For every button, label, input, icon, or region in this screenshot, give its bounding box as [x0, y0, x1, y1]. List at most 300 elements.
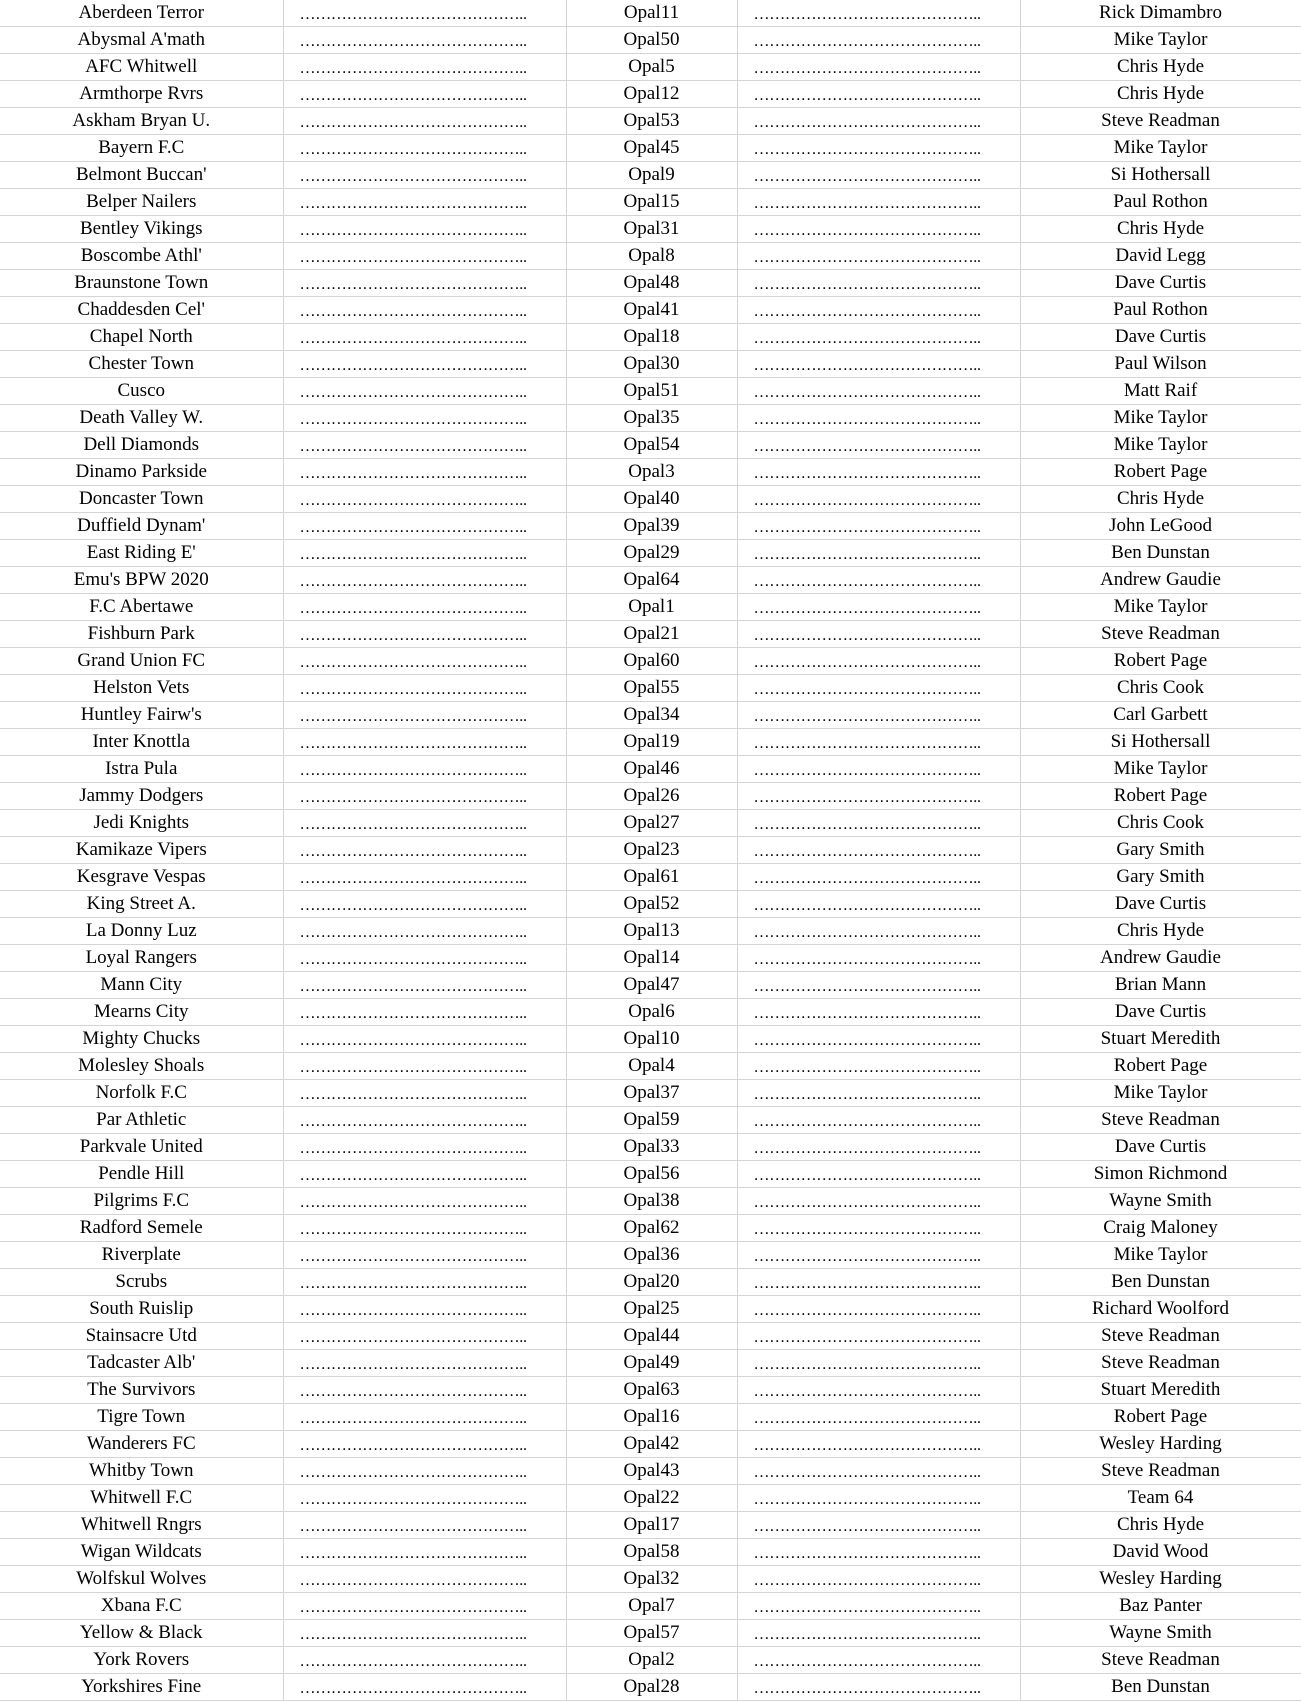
dotted-leader-cell: ……………………………………..	[283, 54, 566, 81]
manager-name-cell: Andrew Gaudie	[1020, 945, 1301, 972]
dotted-leader-cell: ……………………………………..	[737, 1161, 1020, 1188]
entry-code-cell: Opal2	[566, 1647, 737, 1674]
dotted-leader-cell: ……………………………………..	[283, 1323, 566, 1350]
entry-code-cell: Opal47	[566, 972, 737, 999]
dotted-leader-cell: ……………………………………..	[283, 459, 566, 486]
dotted-leader-cell: ……………………………………..	[737, 1080, 1020, 1107]
manager-name-cell: Steve Readman	[1020, 1647, 1301, 1674]
table-row	[0, 189, 1301, 216]
team-name-cell: The Survivors	[0, 1377, 283, 1404]
dotted-leader-cell: ……………………………………..	[283, 135, 566, 162]
manager-name-cell: Chris Hyde	[1020, 216, 1301, 243]
dotted-leader-cell: ……………………………………..	[737, 486, 1020, 513]
table-row	[0, 162, 1301, 189]
table-row	[0, 972, 1301, 999]
table-row	[0, 1296, 1301, 1323]
team-name-cell: Xbana F.C	[0, 1593, 283, 1620]
dotted-leader-cell: ……………………………………..	[737, 27, 1020, 54]
manager-name-cell: Chris Cook	[1020, 675, 1301, 702]
entry-code-cell: Opal11	[566, 0, 737, 27]
dotted-leader-cell: ……………………………………..	[737, 135, 1020, 162]
manager-name-cell: Chris Hyde	[1020, 486, 1301, 513]
team-name-cell: Pilgrims F.C	[0, 1188, 283, 1215]
team-name-cell: Norfolk F.C	[0, 1080, 283, 1107]
dotted-leader-cell: ……………………………………..	[737, 648, 1020, 675]
dotted-leader-cell: ……………………………………..	[283, 810, 566, 837]
manager-name-cell: Dave Curtis	[1020, 891, 1301, 918]
dotted-leader-cell: ……………………………………..	[737, 1053, 1020, 1080]
manager-name-cell: Mike Taylor	[1020, 432, 1301, 459]
manager-name-cell: Stuart Meredith	[1020, 1377, 1301, 1404]
dotted-leader-cell: ……………………………………..	[283, 891, 566, 918]
table-row	[0, 945, 1301, 972]
entry-code-cell: Opal60	[566, 648, 737, 675]
team-name-cell: Tigre Town	[0, 1404, 283, 1431]
team-name-cell: Parkvale United	[0, 1134, 283, 1161]
entry-code-cell: Opal51	[566, 378, 737, 405]
dotted-leader-cell: ……………………………………..	[283, 351, 566, 378]
table-row	[0, 1566, 1301, 1593]
table-row	[0, 756, 1301, 783]
table-row	[0, 1539, 1301, 1566]
team-name-cell: Doncaster Town	[0, 486, 283, 513]
dotted-leader-cell: ……………………………………..	[737, 270, 1020, 297]
manager-name-cell: Wayne Smith	[1020, 1620, 1301, 1647]
team-name-cell: Wigan Wildcats	[0, 1539, 283, 1566]
table-row	[0, 918, 1301, 945]
dotted-leader-cell: ……………………………………..	[737, 891, 1020, 918]
table-row	[0, 864, 1301, 891]
dotted-leader-cell: ……………………………………..	[737, 540, 1020, 567]
manager-name-cell: Chris Hyde	[1020, 918, 1301, 945]
table-row	[0, 729, 1301, 756]
dotted-leader-cell: ……………………………………..	[737, 1296, 1020, 1323]
table-row	[0, 1593, 1301, 1620]
dotted-leader-cell: ……………………………………..	[283, 1377, 566, 1404]
entry-code-cell: Opal61	[566, 864, 737, 891]
team-name-cell: Chaddesden Cel'	[0, 297, 283, 324]
table-row	[0, 621, 1301, 648]
entry-code-cell: Opal17	[566, 1512, 737, 1539]
dotted-leader-cell: ……………………………………..	[737, 1431, 1020, 1458]
manager-name-cell: Robert Page	[1020, 1053, 1301, 1080]
table-row	[0, 243, 1301, 270]
dotted-leader-cell: ……………………………………..	[737, 864, 1020, 891]
table-row	[0, 1188, 1301, 1215]
dotted-leader-cell: ……………………………………..	[737, 1026, 1020, 1053]
entry-code-cell: Opal27	[566, 810, 737, 837]
entry-code-cell: Opal44	[566, 1323, 737, 1350]
team-name-cell: La Donny Luz	[0, 918, 283, 945]
dotted-leader-cell: ……………………………………..	[737, 1323, 1020, 1350]
table-row	[0, 405, 1301, 432]
table-row	[0, 324, 1301, 351]
dotted-leader-cell: ……………………………………..	[283, 1296, 566, 1323]
dotted-leader-cell: ……………………………………..	[283, 162, 566, 189]
manager-name-cell: Mike Taylor	[1020, 27, 1301, 54]
dotted-leader-cell: ……………………………………..	[737, 297, 1020, 324]
manager-name-cell: Chris Hyde	[1020, 81, 1301, 108]
entry-code-cell: Opal42	[566, 1431, 737, 1458]
dotted-leader-cell: ……………………………………..	[283, 540, 566, 567]
table-row	[0, 1080, 1301, 1107]
entry-code-cell: Opal45	[566, 135, 737, 162]
manager-name-cell: Si Hothersall	[1020, 162, 1301, 189]
entry-code-cell: Opal38	[566, 1188, 737, 1215]
dotted-leader-cell: ……………………………………..	[737, 1404, 1020, 1431]
manager-name-cell: Robert Page	[1020, 459, 1301, 486]
table-row	[0, 27, 1301, 54]
team-name-cell: Whitby Town	[0, 1458, 283, 1485]
manager-name-cell: Brian Mann	[1020, 972, 1301, 999]
dotted-leader-cell: ……………………………………..	[283, 648, 566, 675]
dotted-leader-cell: ……………………………………..	[283, 945, 566, 972]
manager-name-cell: Steve Readman	[1020, 1350, 1301, 1377]
entry-code-cell: Opal9	[566, 162, 737, 189]
dotted-leader-cell: ……………………………………..	[737, 918, 1020, 945]
team-name-cell: King Street A.	[0, 891, 283, 918]
dotted-leader-cell: ……………………………………..	[283, 1350, 566, 1377]
team-name-cell: Helston Vets	[0, 675, 283, 702]
entry-code-cell: Opal25	[566, 1296, 737, 1323]
dotted-leader-cell: ……………………………………..	[737, 1134, 1020, 1161]
dotted-leader-cell: ……………………………………..	[737, 432, 1020, 459]
dotted-leader-cell: ……………………………………..	[283, 1269, 566, 1296]
entry-code-cell: Opal13	[566, 918, 737, 945]
table-row	[0, 1161, 1301, 1188]
dotted-leader-cell: ……………………………………..	[737, 1566, 1020, 1593]
dotted-leader-cell: ……………………………………..	[283, 1512, 566, 1539]
dotted-leader-cell: ……………………………………..	[737, 1593, 1020, 1620]
dotted-leader-cell: ……………………………………..	[737, 945, 1020, 972]
dotted-leader-cell: ……………………………………..	[737, 621, 1020, 648]
team-name-cell: Tadcaster Alb'	[0, 1350, 283, 1377]
manager-name-cell: Paul Rothon	[1020, 297, 1301, 324]
dotted-leader-cell: ……………………………………..	[283, 675, 566, 702]
team-name-cell: Braunstone Town	[0, 270, 283, 297]
team-name-cell: Belper Nailers	[0, 189, 283, 216]
entry-code-cell: Opal33	[566, 1134, 737, 1161]
table-row	[0, 216, 1301, 243]
dotted-leader-cell: ……………………………………..	[283, 108, 566, 135]
manager-name-cell: Rick Dimambro	[1020, 0, 1301, 27]
manager-name-cell: Mike Taylor	[1020, 756, 1301, 783]
manager-name-cell: John LeGood	[1020, 513, 1301, 540]
dotted-leader-cell: ……………………………………..	[737, 216, 1020, 243]
team-name-cell: Yorkshires Fine	[0, 1674, 283, 1701]
entry-code-cell: Opal59	[566, 1107, 737, 1134]
dotted-leader-cell: ……………………………………..	[737, 1512, 1020, 1539]
dotted-leader-cell: ……………………………………..	[737, 837, 1020, 864]
table-row	[0, 486, 1301, 513]
manager-name-cell: Mike Taylor	[1020, 594, 1301, 621]
team-name-cell: Yellow & Black	[0, 1620, 283, 1647]
table-row	[0, 54, 1301, 81]
table-row	[0, 675, 1301, 702]
table-row	[0, 1107, 1301, 1134]
dotted-leader-cell: ……………………………………..	[737, 54, 1020, 81]
dotted-leader-cell: ……………………………………..	[283, 1053, 566, 1080]
manager-name-cell: Baz Panter	[1020, 1593, 1301, 1620]
dotted-leader-cell: ……………………………………..	[283, 0, 566, 27]
dotted-leader-cell: ……………………………………..	[283, 378, 566, 405]
table-row	[0, 81, 1301, 108]
table-row	[0, 1458, 1301, 1485]
entry-code-cell: Opal49	[566, 1350, 737, 1377]
dotted-leader-cell: ……………………………………..	[737, 702, 1020, 729]
entry-code-cell: Opal39	[566, 513, 737, 540]
entry-code-cell: Opal29	[566, 540, 737, 567]
dotted-leader-cell: ……………………………………..	[283, 1215, 566, 1242]
dotted-leader-cell: ……………………………………..	[737, 189, 1020, 216]
table-row	[0, 567, 1301, 594]
entry-code-cell: Opal37	[566, 1080, 737, 1107]
table-row	[0, 1269, 1301, 1296]
entry-code-cell: Opal50	[566, 27, 737, 54]
dotted-leader-cell: ……………………………………..	[737, 1647, 1020, 1674]
dotted-leader-cell: ……………………………………..	[283, 1107, 566, 1134]
manager-name-cell: Dave Curtis	[1020, 1134, 1301, 1161]
dotted-leader-cell: ……………………………………..	[737, 459, 1020, 486]
team-name-cell: York Rovers	[0, 1647, 283, 1674]
table-row	[0, 783, 1301, 810]
team-name-cell: Loyal Rangers	[0, 945, 283, 972]
dotted-leader-cell: ……………………………………..	[737, 1620, 1020, 1647]
dotted-leader-cell: ……………………………………..	[737, 378, 1020, 405]
team-name-cell: Jammy Dodgers	[0, 783, 283, 810]
dotted-leader-cell: ……………………………………..	[283, 189, 566, 216]
table-row	[0, 1377, 1301, 1404]
entry-code-cell: Opal64	[566, 567, 737, 594]
manager-name-cell: Wesley Harding	[1020, 1566, 1301, 1593]
manager-name-cell: Chris Cook	[1020, 810, 1301, 837]
dotted-leader-cell: ……………………………………..	[283, 243, 566, 270]
dotted-leader-cell: ……………………………………..	[737, 594, 1020, 621]
team-name-cell: Mearns City	[0, 999, 283, 1026]
dotted-leader-cell: ……………………………………..	[737, 675, 1020, 702]
table-row	[0, 0, 1301, 27]
entry-code-cell: Opal19	[566, 729, 737, 756]
entry-code-cell: Opal8	[566, 243, 737, 270]
manager-name-cell: Mike Taylor	[1020, 1080, 1301, 1107]
entry-code-cell: Opal40	[566, 486, 737, 513]
team-name-cell: Riverplate	[0, 1242, 283, 1269]
table-row	[0, 1215, 1301, 1242]
entry-code-cell: Opal62	[566, 1215, 737, 1242]
team-name-cell: Abysmal A'math	[0, 27, 283, 54]
dotted-leader-cell: ……………………………………..	[283, 27, 566, 54]
dotted-leader-cell: ……………………………………..	[737, 783, 1020, 810]
team-name-cell: Chapel North	[0, 324, 283, 351]
manager-name-cell: Robert Page	[1020, 648, 1301, 675]
team-name-cell: Kamikaze Vipers	[0, 837, 283, 864]
table-row	[0, 108, 1301, 135]
entry-code-cell: Opal31	[566, 216, 737, 243]
team-name-cell: Chester Town	[0, 351, 283, 378]
dotted-leader-cell: ……………………………………..	[283, 297, 566, 324]
team-name-cell: Jedi Knights	[0, 810, 283, 837]
table-row	[0, 648, 1301, 675]
entry-code-cell: Opal1	[566, 594, 737, 621]
team-name-cell: Bentley Vikings	[0, 216, 283, 243]
dotted-leader-cell: ……………………………………..	[737, 756, 1020, 783]
dotted-leader-cell: ……………………………………..	[737, 162, 1020, 189]
table-row	[0, 1404, 1301, 1431]
team-name-cell: Mann City	[0, 972, 283, 999]
dotted-leader-cell: ……………………………………..	[737, 1188, 1020, 1215]
dotted-leader-cell: ……………………………………..	[737, 1674, 1020, 1701]
dotted-leader-cell: ……………………………………..	[283, 1134, 566, 1161]
team-name-cell: AFC Whitwell	[0, 54, 283, 81]
dotted-leader-cell: ……………………………………..	[283, 1647, 566, 1674]
table-row	[0, 1242, 1301, 1269]
team-name-cell: Whitwell F.C	[0, 1485, 283, 1512]
team-name-cell: Wanderers FC	[0, 1431, 283, 1458]
table-row	[0, 1674, 1301, 1701]
table-row	[0, 1134, 1301, 1161]
team-name-cell: Radford Semele	[0, 1215, 283, 1242]
team-name-cell: South Ruislip	[0, 1296, 283, 1323]
manager-name-cell: David Legg	[1020, 243, 1301, 270]
table-row	[0, 513, 1301, 540]
team-name-cell: Grand Union FC	[0, 648, 283, 675]
manager-name-cell: Gary Smith	[1020, 837, 1301, 864]
dotted-leader-cell: ……………………………………..	[283, 783, 566, 810]
dotted-leader-cell: ……………………………………..	[737, 405, 1020, 432]
dotted-leader-cell: ……………………………………..	[737, 108, 1020, 135]
entry-code-cell: Opal10	[566, 1026, 737, 1053]
manager-name-cell: Steve Readman	[1020, 1458, 1301, 1485]
dotted-leader-cell: ……………………………………..	[737, 0, 1020, 27]
dotted-leader-cell: ……………………………………..	[283, 1080, 566, 1107]
dotted-leader-cell: ……………………………………..	[283, 1404, 566, 1431]
team-name-cell: Inter Knottla	[0, 729, 283, 756]
entry-code-cell: Opal34	[566, 702, 737, 729]
table-row	[0, 135, 1301, 162]
table-row	[0, 1512, 1301, 1539]
dotted-leader-cell: ……………………………………..	[737, 972, 1020, 999]
table-row	[0, 1485, 1301, 1512]
manager-name-cell: Steve Readman	[1020, 1323, 1301, 1350]
manager-name-cell: Andrew Gaudie	[1020, 567, 1301, 594]
dotted-leader-cell: ……………………………………..	[737, 1539, 1020, 1566]
dotted-leader-cell: ……………………………………..	[283, 1188, 566, 1215]
manager-name-cell: Paul Rothon	[1020, 189, 1301, 216]
dotted-leader-cell: ……………………………………..	[283, 405, 566, 432]
manager-name-cell: Matt Raif	[1020, 378, 1301, 405]
team-name-cell: Duffield Dynam'	[0, 513, 283, 540]
team-name-cell: Belmont Buccan'	[0, 162, 283, 189]
entry-code-cell: Opal20	[566, 1269, 737, 1296]
entry-code-cell: Opal5	[566, 54, 737, 81]
team-name-cell: Kesgrave Vespas	[0, 864, 283, 891]
table-row	[0, 1026, 1301, 1053]
dotted-leader-cell: ……………………………………..	[283, 837, 566, 864]
manager-name-cell: Dave Curtis	[1020, 324, 1301, 351]
dotted-leader-cell: ……………………………………..	[283, 1431, 566, 1458]
manager-name-cell: Steve Readman	[1020, 1107, 1301, 1134]
dotted-leader-cell: ……………………………………..	[737, 513, 1020, 540]
entry-code-cell: Opal6	[566, 999, 737, 1026]
table-row	[0, 702, 1301, 729]
team-name-cell: Aberdeen Terror	[0, 0, 283, 27]
table-row	[0, 270, 1301, 297]
dotted-leader-cell: ……………………………………..	[283, 567, 566, 594]
entry-code-cell: Opal58	[566, 1539, 737, 1566]
dotted-leader-cell: ……………………………………..	[283, 486, 566, 513]
entry-code-cell: Opal22	[566, 1485, 737, 1512]
entry-code-cell: Opal52	[566, 891, 737, 918]
manager-name-cell: Simon Richmond	[1020, 1161, 1301, 1188]
dotted-leader-cell: ……………………………………..	[283, 81, 566, 108]
team-name-cell: Scrubs	[0, 1269, 283, 1296]
dotted-leader-cell: ……………………………………..	[737, 1269, 1020, 1296]
entry-code-cell: Opal14	[566, 945, 737, 972]
entry-code-cell: Opal57	[566, 1620, 737, 1647]
manager-name-cell: Wayne Smith	[1020, 1188, 1301, 1215]
table-row	[0, 1350, 1301, 1377]
manager-name-cell: Robert Page	[1020, 783, 1301, 810]
entry-code-cell: Opal46	[566, 756, 737, 783]
entry-code-cell: Opal35	[566, 405, 737, 432]
manager-name-cell: Craig Maloney	[1020, 1215, 1301, 1242]
team-name-cell: Wolfskul Wolves	[0, 1566, 283, 1593]
dotted-leader-cell: ……………………………………..	[283, 1566, 566, 1593]
manager-name-cell: Chris Hyde	[1020, 54, 1301, 81]
entry-code-cell: Opal23	[566, 837, 737, 864]
team-name-cell: Bayern F.C	[0, 135, 283, 162]
dotted-leader-cell: ……………………………………..	[737, 999, 1020, 1026]
dotted-leader-cell: ……………………………………..	[283, 513, 566, 540]
dotted-leader-cell: ……………………………………..	[737, 729, 1020, 756]
dotted-leader-cell: ……………………………………..	[737, 1458, 1020, 1485]
manager-name-cell: Mike Taylor	[1020, 405, 1301, 432]
dotted-leader-cell: ……………………………………..	[283, 864, 566, 891]
dotted-leader-cell: ……………………………………..	[283, 1026, 566, 1053]
team-name-cell: Armthorpe Rvrs	[0, 81, 283, 108]
table-row	[0, 351, 1301, 378]
team-name-cell: Whitwell Rngrs	[0, 1512, 283, 1539]
team-name-cell: Death Valley W.	[0, 405, 283, 432]
team-name-cell: Stainsacre Utd	[0, 1323, 283, 1350]
dotted-leader-cell: ……………………………………..	[737, 1107, 1020, 1134]
dotted-leader-cell: ……………………………………..	[737, 324, 1020, 351]
team-name-cell: Dell Diamonds	[0, 432, 283, 459]
entry-code-cell: Opal3	[566, 459, 737, 486]
entry-code-cell: Opal63	[566, 1377, 737, 1404]
entry-code-cell: Opal36	[566, 1242, 737, 1269]
team-name-cell: F.C Abertawe	[0, 594, 283, 621]
dotted-leader-cell: ……………………………………..	[737, 351, 1020, 378]
dotted-leader-cell: ……………………………………..	[737, 810, 1020, 837]
team-name-cell: Istra Pula	[0, 756, 283, 783]
table-row	[0, 297, 1301, 324]
entry-code-cell: Opal48	[566, 270, 737, 297]
team-name-cell: Cusco	[0, 378, 283, 405]
dotted-leader-cell: ……………………………………..	[737, 1350, 1020, 1377]
dotted-leader-cell: ……………………………………..	[283, 1620, 566, 1647]
dotted-leader-cell: ……………………………………..	[283, 918, 566, 945]
manager-name-cell: Mike Taylor	[1020, 135, 1301, 162]
manager-name-cell: Steve Readman	[1020, 108, 1301, 135]
table-row	[0, 837, 1301, 864]
team-name-cell: Par Athletic	[0, 1107, 283, 1134]
entry-code-cell: Opal54	[566, 432, 737, 459]
dotted-leader-cell: ……………………………………..	[737, 1377, 1020, 1404]
manager-name-cell: Team 64	[1020, 1485, 1301, 1512]
manager-name-cell: Mike Taylor	[1020, 1242, 1301, 1269]
entry-code-cell: Opal15	[566, 189, 737, 216]
